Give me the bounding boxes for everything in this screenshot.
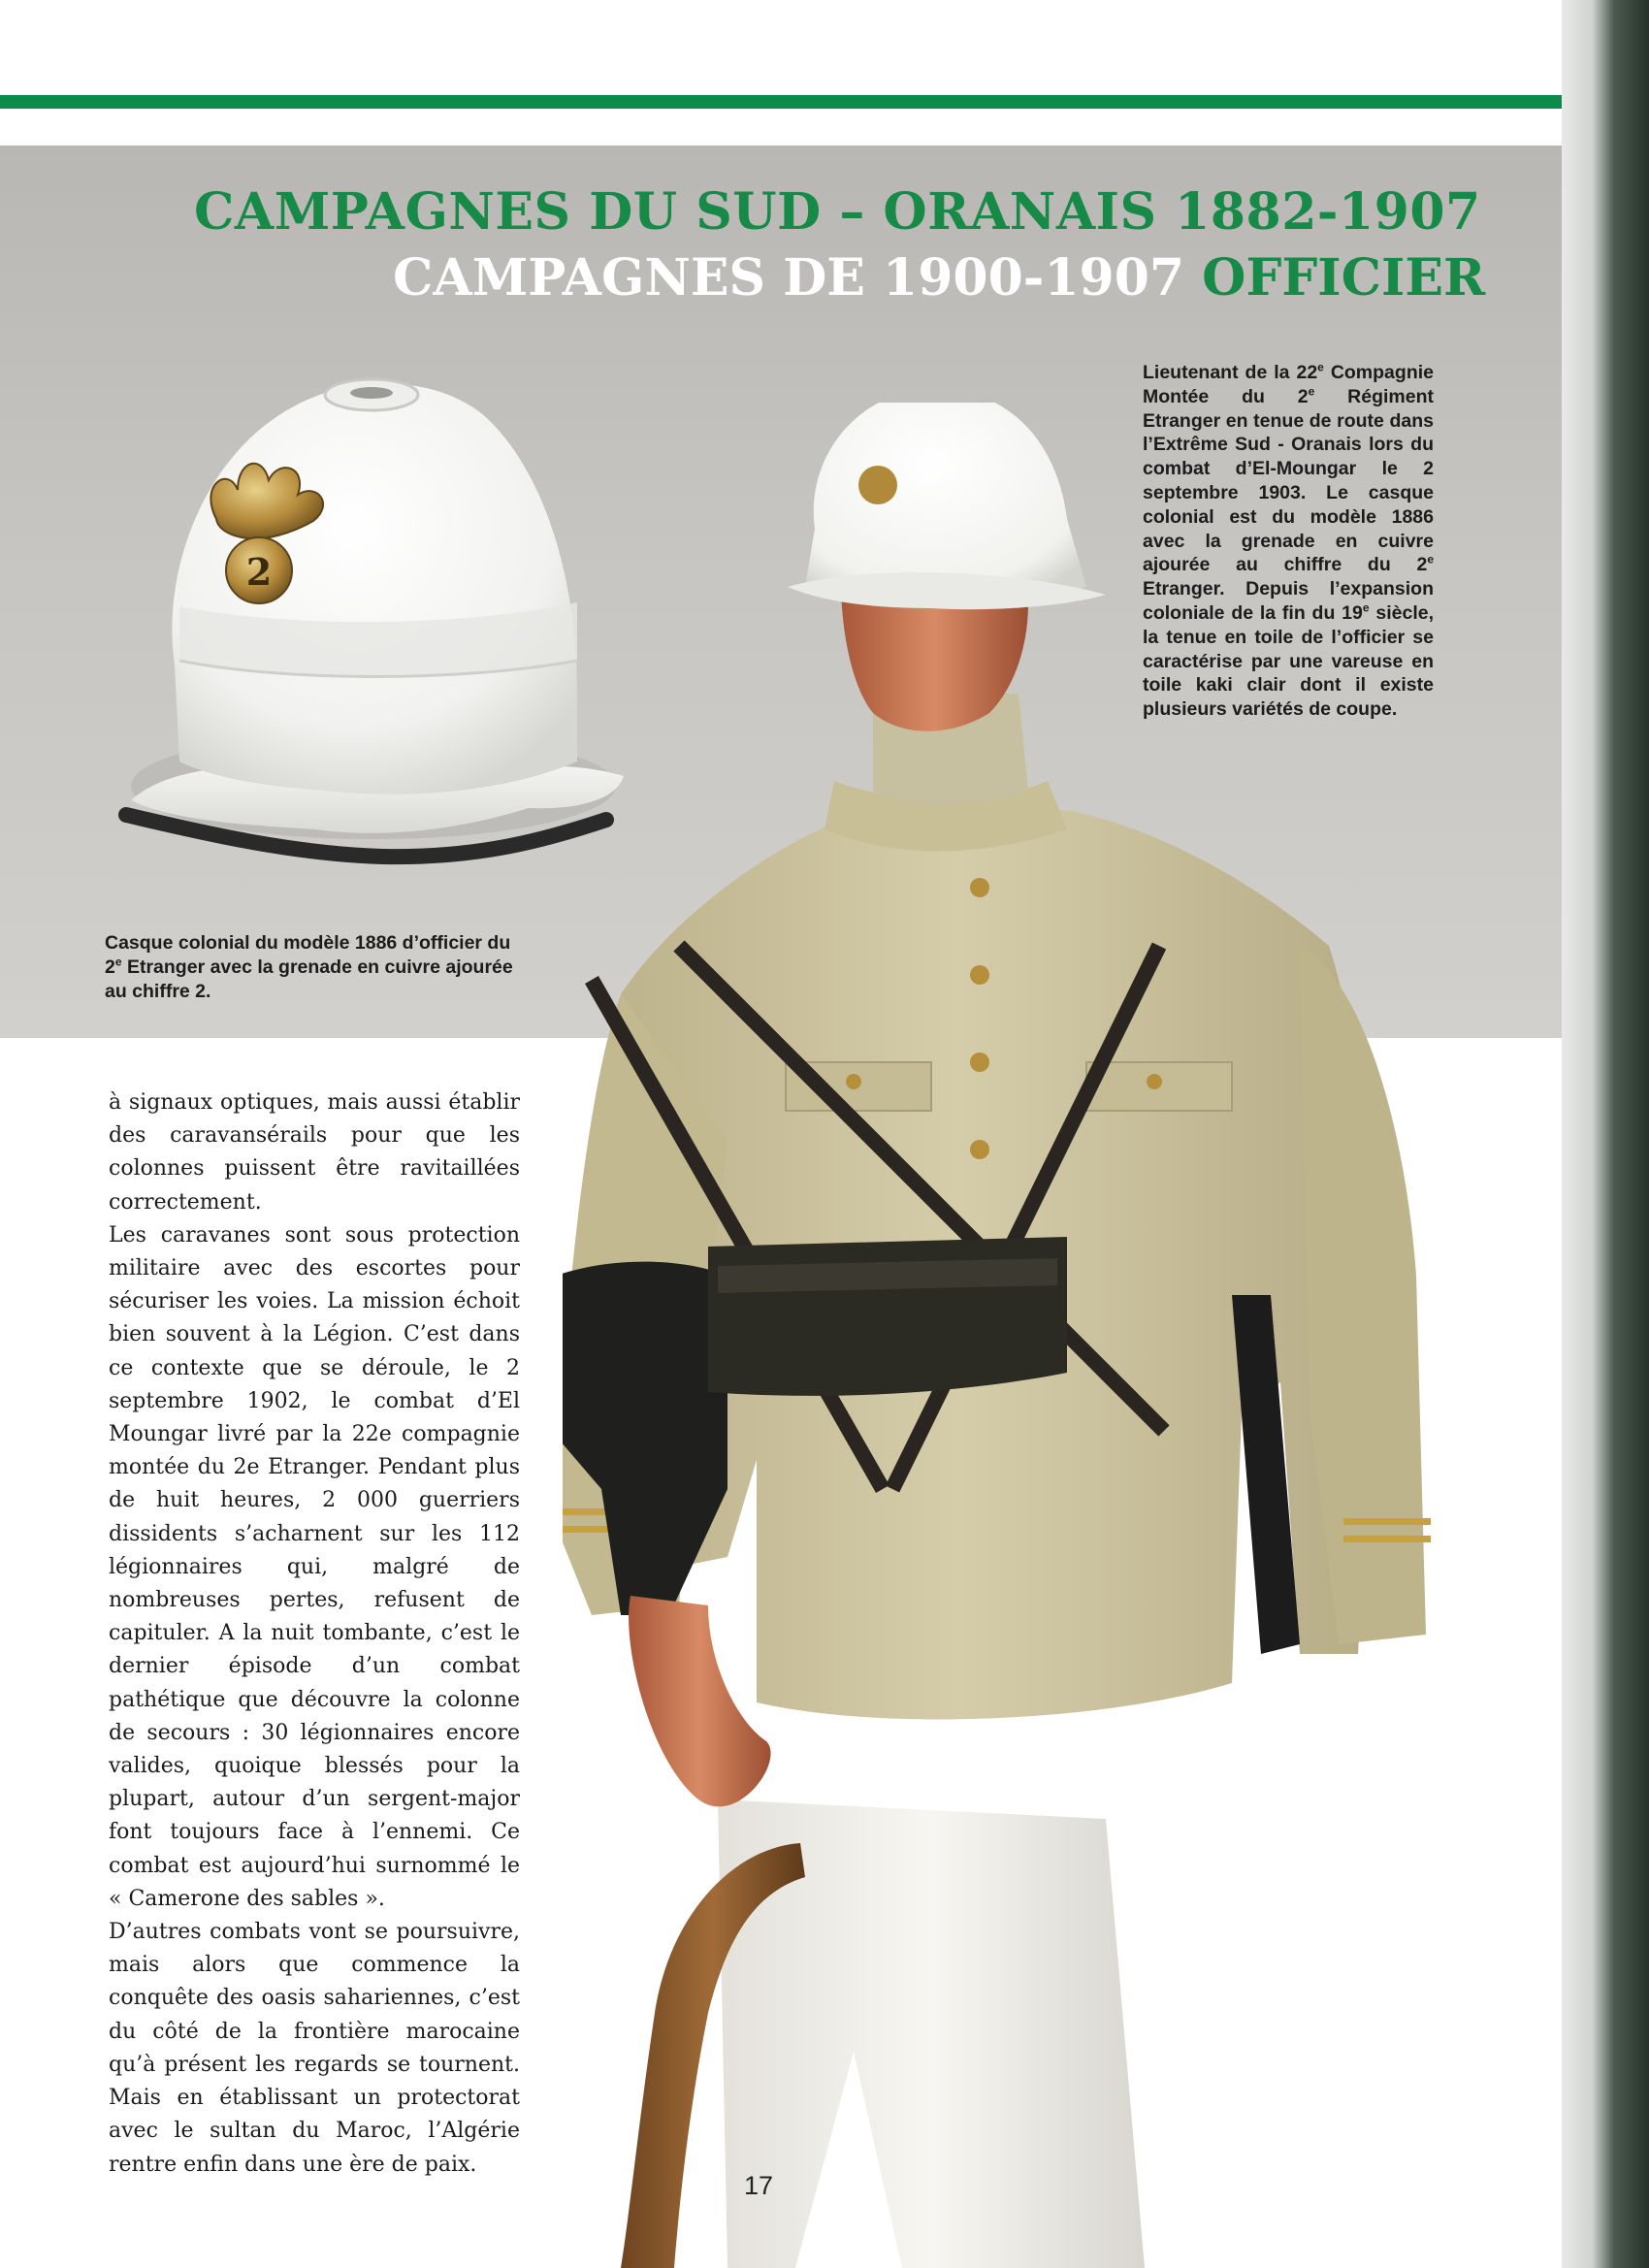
subtitle-white-part: CAMPAGNES DE 1900-1907 (393, 248, 1185, 308)
page-title: CAMPAGNES DU SUD – ORANAIS 1882-1907 (194, 182, 1481, 242)
page-edge-shadow (1562, 0, 1649, 2268)
page-number: 17 (743, 2171, 774, 2200)
article-paragraph: Les caravanes sont sous protection militaire avec des escortes pour sécuriser les voies. La mission échoit bien souvent à la Légion. C’est dans ce contexte que se déroule, le 2 septembre 1902, le combat d’El Moungar livré par la 22e compagnie montée du 2e Etranger. Pendant plus de huit heures, 2 000 guerriers dissidents s’acharnent sur les 112 légionnaires qui, malgré de nombreuses pertes, refusent de capituler. A la nuit tombante, c’est le dernier épisode d’un combat pathétique que découvre la colonne de secours : 30 légionnaires encore valides, quoique blessés pour la plupart, autour d’un sergent-major font toujours face à l’ennemi. Ce combat est aujourd’hui surnommé le « Camerone des sables ». (109, 1222, 520, 1911)
article-body (109, 1086, 520, 2182)
mannequin-caption: Lieutenant de la 22e Compagnie Montée du 2e Régiment Etranger en tenue de route dans l’Extrême Sud - Oranais lors du combat d’El-Moungar le 2 septembre 1903. Le casque colonial est du modèle 1886 avec la grenade en cuivre ajourée au chiffre du 2e Etranger. Depuis l’expansion coloniale de la fin du 19e siècle, la tenue en toile de l’officier se caractérise par une vareuse en toile kaki clair dont il existe plusieurs variétés de coupe. (1143, 360, 1434, 721)
page-subtitle (393, 248, 1486, 308)
helmet-caption: Casque colonial du modèle 1886 d’officier du 2e Etranger avec la grenade en cuivre ajourée au chiffre 2. (105, 932, 513, 1002)
badge-number: 2 (245, 550, 273, 594)
top-green-rule (0, 95, 1562, 109)
article-paragraph: à signaux optiques, mais aussi établir des caravansérails pour que les colonnes puissent être ravitaillées correctement. (109, 1090, 520, 1215)
helmet-photo (92, 373, 635, 897)
article-paragraph: D’autres combats vont se poursuivre, mais alors que commence la conquête des oasis sahariennes, c’est du côté de la frontière marocaine qu’à présent les regards se tournent. Mais en établissant un protectorat avec le sultan du Maroc, l’Algérie rentre enfin dans une ère de paix. (109, 1920, 520, 2177)
subtitle-green-part: OFFICIER (1202, 248, 1486, 308)
